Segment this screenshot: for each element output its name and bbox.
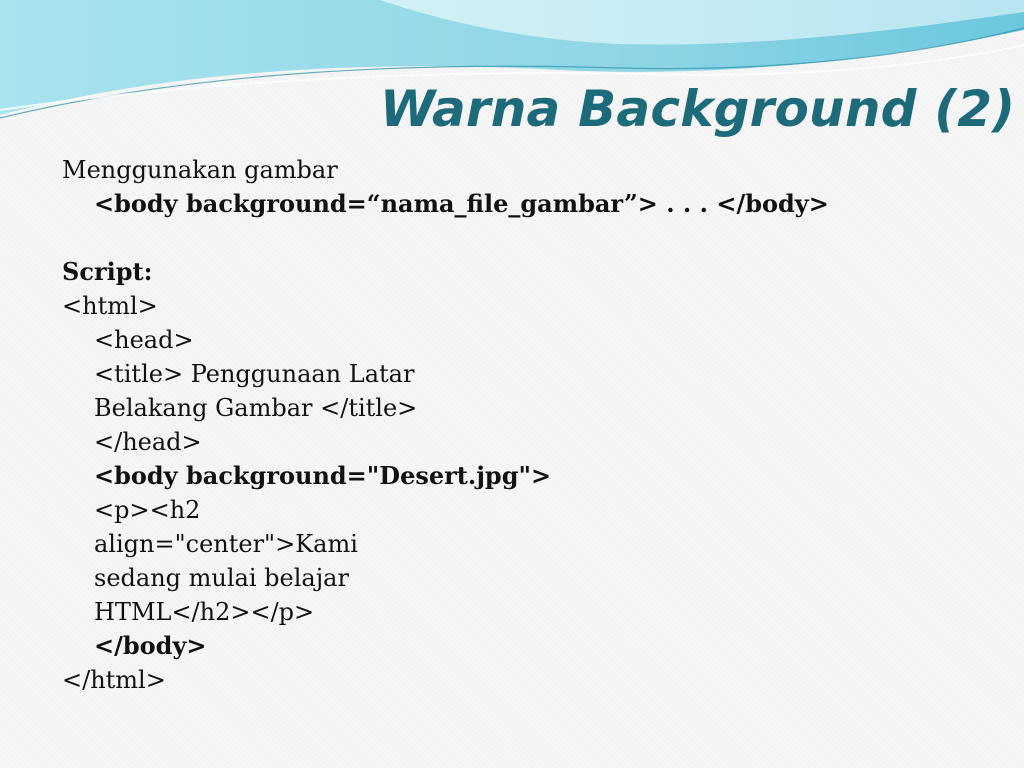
code-line-html-open: <html>	[62, 292, 158, 320]
code-line-p-h2: <p><h2	[94, 496, 201, 524]
code-line-head-close: </head>	[94, 428, 202, 456]
body-line-intro: Menggunakan gambar	[62, 156, 338, 184]
body-line-syntax: <body background=“nama_file_gambar”> . . . </body>	[94, 189, 829, 218]
code-line-head-open: <head>	[94, 326, 194, 354]
body-line-script-label: Script:	[62, 257, 153, 286]
code-line-text: sedang mulai belajar	[94, 564, 349, 592]
code-line-body-close: </body>	[94, 631, 207, 660]
blank-line	[62, 221, 962, 255]
slide-body	[62, 153, 962, 697]
code-line-align: align="center">Kami	[94, 530, 358, 558]
code-line-title-1: <title> Penggunaan Latar	[94, 360, 415, 388]
code-line-title-2: Belakang Gambar </title>	[94, 394, 418, 422]
code-line-h2-close: HTML</h2></p>	[94, 598, 315, 626]
code-line-html-close: </html>	[62, 666, 166, 694]
slide-title: Warna Background (2)	[380, 80, 1016, 138]
code-line-body-open: <body background="Desert.jpg">	[94, 461, 552, 490]
